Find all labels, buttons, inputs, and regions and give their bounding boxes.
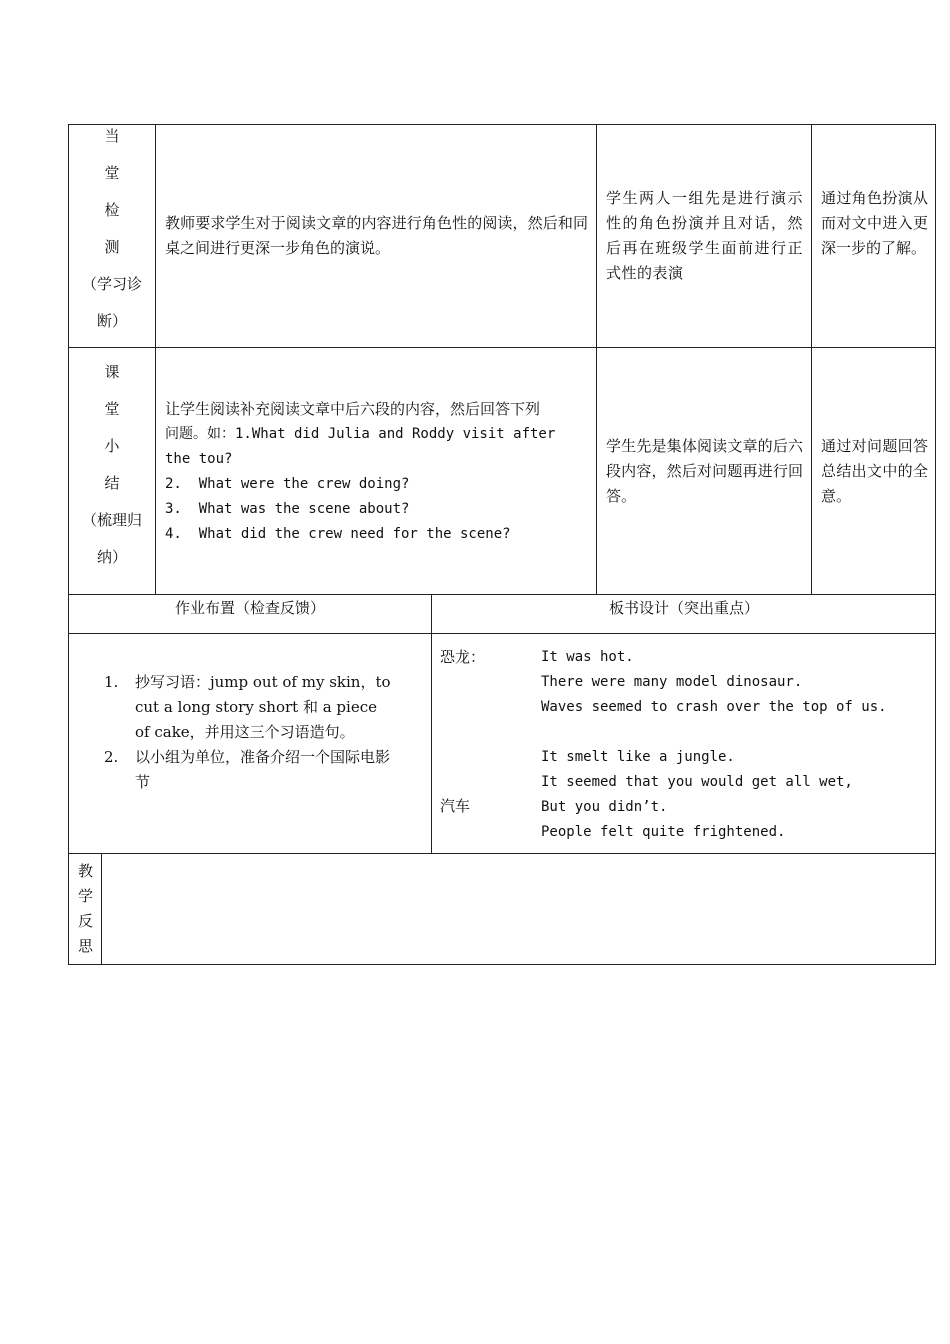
board-line: It seemed that you would get all wet, bbox=[541, 774, 853, 790]
grid-line bbox=[68, 594, 936, 595]
grid-line bbox=[431, 594, 432, 854]
row2-student-activity: 学生先是集体阅读文章的后六段内容，然后对问题再进行回答。 bbox=[606, 437, 803, 505]
row2-teacher-line: 4. What did the crew need for the scene? bbox=[165, 526, 511, 542]
row2-teacher-activity bbox=[165, 397, 590, 547]
row2-label-char: 结 bbox=[104, 474, 120, 492]
row1-label-char: 检 bbox=[104, 201, 120, 219]
board-line bbox=[541, 720, 931, 745]
row2-teacher-line: 3. What was the scene about? bbox=[165, 501, 410, 517]
board-line: People felt quite frightened. bbox=[541, 824, 786, 840]
row2-teacher-line: the tou? bbox=[165, 451, 233, 467]
homework-list bbox=[104, 670, 426, 795]
grid-line bbox=[811, 124, 812, 595]
row1-label-char: 测 bbox=[104, 238, 120, 256]
grid-line bbox=[68, 633, 936, 634]
reflection-label-char: 学 bbox=[77, 887, 93, 905]
row2-label-char: 纳） bbox=[96, 548, 127, 566]
board-line: It smelt like a jungle. bbox=[541, 749, 735, 765]
homework-item bbox=[104, 745, 426, 795]
row2-teacher-line: 问题。如：1.What did Julia and Roddy visit after bbox=[165, 426, 556, 442]
row1-purpose: 通过角色扮演从而对文中进入更深一步的了解。 bbox=[821, 189, 928, 257]
reflection-label-char: 教 bbox=[77, 862, 93, 880]
reflection-label-char: 思 bbox=[77, 937, 93, 955]
row1-student-activity: 学生两人一组先是进行演示性的角色扮演并且对话，然后再在班级学生面前进行正式性的表演 bbox=[606, 189, 803, 282]
board-header: 板书设计（突出重点） bbox=[608, 599, 759, 617]
homework-item-line: 抄写习语：jump out of my skin，to bbox=[135, 673, 391, 691]
board-label-dinosaur: 恐龙： bbox=[440, 648, 486, 666]
homework-item-line: of cake，并用这三个习语造句。 bbox=[135, 723, 355, 741]
homework-header: 作业布置（检查反馈） bbox=[174, 599, 325, 617]
grid-line bbox=[68, 853, 936, 854]
grid-line bbox=[101, 853, 102, 965]
row2-label-char: 小 bbox=[104, 437, 120, 455]
row1-label bbox=[70, 118, 154, 340]
reflection-label bbox=[70, 859, 101, 959]
board-lines bbox=[541, 645, 931, 845]
row2-label bbox=[70, 354, 154, 576]
grid-line bbox=[68, 347, 936, 348]
homework-item-number: 2. bbox=[104, 748, 119, 766]
row2-purpose: 通过对问题回答总结出文中的全意。 bbox=[821, 437, 928, 505]
row1-teacher-activity: 教师要求学生对于阅读文章的内容进行角色性的阅读，然后和同桌之间进行更深一步角色的演说。 bbox=[165, 214, 588, 257]
grid-line bbox=[155, 124, 156, 595]
homework-item-line: 节 bbox=[135, 773, 151, 791]
board-line: Waves seemed to crash over the top of us. bbox=[541, 699, 887, 715]
row2-label-char: 课 bbox=[104, 363, 120, 381]
homework-item-line: 以小组为单位，准备介绍一个国际电影 bbox=[135, 748, 391, 766]
row1-label-char: 堂 bbox=[104, 164, 120, 182]
row2-teacher-line: 2. What were the crew doing? bbox=[165, 476, 410, 492]
row2-teacher-line: 让学生阅读补充阅读文章中后六段的内容，然后回答下列 bbox=[165, 400, 541, 418]
board-label-car: 汽车 bbox=[440, 797, 471, 815]
reflection-label-char: 反 bbox=[77, 912, 93, 930]
homework-item bbox=[104, 670, 426, 745]
row1-label-char: 当 bbox=[104, 127, 120, 145]
row2-label-char: 堂 bbox=[104, 400, 120, 418]
homework-item-line: cut a long story short 和 a piece bbox=[135, 698, 377, 716]
row2-label-char: （梳理归 bbox=[81, 511, 142, 529]
grid-line bbox=[596, 124, 597, 595]
row1-label-char: （学习诊 bbox=[81, 275, 142, 293]
board-line: It was hot. bbox=[541, 649, 634, 665]
row1-label-char: 断） bbox=[96, 312, 127, 330]
board-line: But you didn’t. bbox=[541, 799, 668, 815]
homework-item-number: 1. bbox=[104, 673, 119, 691]
board-line: There were many model dinosaur. bbox=[541, 674, 803, 690]
